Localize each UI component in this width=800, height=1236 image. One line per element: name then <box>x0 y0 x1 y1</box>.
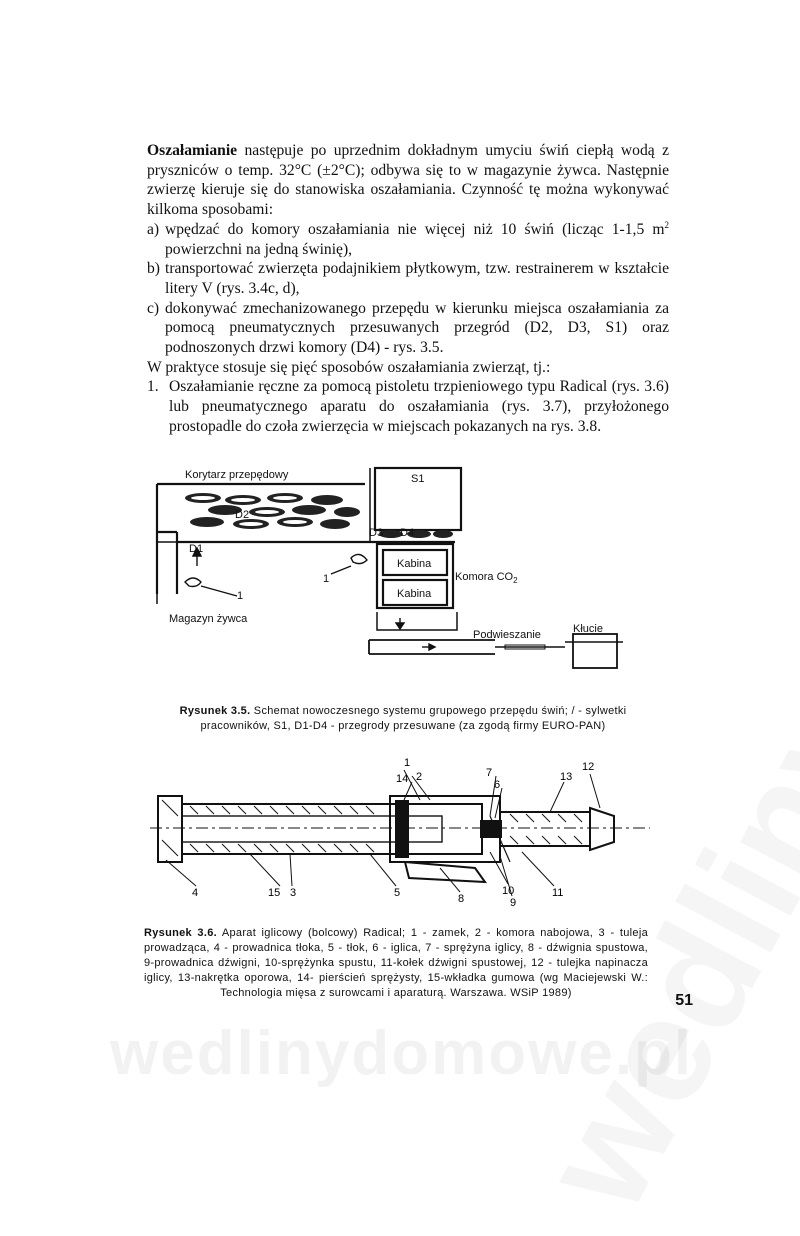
list-text-a <box>165 220 669 259</box>
part-num-15: 15 <box>268 887 281 899</box>
spring-ring <box>395 800 409 858</box>
tensioner-tip <box>590 808 614 850</box>
list-item-b <box>147 259 669 298</box>
list-item-a <box>147 220 669 259</box>
label-komora-sub: 2 <box>513 576 518 585</box>
page-number: 51 <box>675 992 693 1009</box>
list-item-c <box>147 299 669 358</box>
paragraph-methods: W praktyce stosuje się pięć sposobów oszałamiania zwierząt, tj.: <box>147 358 551 376</box>
intro-lead: Oszałamianie <box>147 142 238 159</box>
list-mark-a: a) <box>147 220 160 238</box>
part-num-6: 6 <box>494 779 501 791</box>
paragraph-intro <box>147 141 669 220</box>
label-d2: D2 <box>235 509 250 521</box>
chamber-chute <box>377 612 457 630</box>
firing-pin-block <box>480 820 502 838</box>
figure-3-5-caption-text: Schemat nowoczesnego systemu grupowego przepędu świń; / - sylwetki pracowników, S1, D1-D4 - przegrody przesuwane (za zgodą firmy EURO-PAN) <box>200 705 627 732</box>
figure-3-5-caption-lead: Rysunek 3.5. <box>179 705 251 717</box>
list-text-a-part2: powierzchni na jedną świnię), <box>165 240 353 258</box>
numbered-text-1: Oszałamianie ręczne za pomocą pistoletu trzpieniowego typu Radical (rys. 3.6) lub pneumatycznego aparatu do oszałamiania (rys. 3.7), przyłożonego prostopadle do czoła zwierzęcia w miejscach pokazanych na rys. 3.8. <box>169 378 669 435</box>
part-num-9: 9 <box>510 897 517 906</box>
label-komora-main: Komora CO <box>455 571 514 583</box>
figure-3-6-caption-text: Aparat iglicowy (bolcowy) Radical; 1 - zamek, 2 - komora nabojowa, 3 - tuleja prowadząca, 4 - prowadnica tłoka, 5 - tłok, 6 - iglica, 7 - sprężyna iglicy, 8 - dźwignia spustowa, 9-prowadnica dźwigni, 10-sprężynka spustu, 11-kołek dźwigni spustowej, 12 - tulejka napinacza iglicy, 13-nakrętka oporowa, 14- pierścień sprężysty, 15-wkładka gumowa (wg Maciejewski W.: Technologia mięsa z surowcami i aparaturą. Warszawa. WSiP 1989) <box>144 927 648 999</box>
label-klucie: Kłucie <box>573 623 603 635</box>
label-komora-co2 <box>455 571 518 585</box>
list-text-c: dokonywać zmechanizowanego przepędu w kierunku miejsca oszałamiania za pomocą pneumatycznych przesuwanych przegród (D2, D3, S1) oraz podnoszonych drzwi komory (D4) - rys. 3.5. <box>165 299 669 357</box>
part-num-7: 7 <box>486 767 493 779</box>
label-magazyn: Magazyn żywca <box>169 613 248 625</box>
body-text <box>147 141 669 437</box>
intro-rest: następuje po uprzednim dokładnym umyciu świń ciepłą wodą z pryszniców o temp. 32°C (±2°C); odbywa się to w magazynie żywca. Następnie zwierzę kieruje się do stanowiska oszałamiania. Czynność tę można wykonywać kilkoma sposobami: <box>147 142 669 219</box>
label-d3: D3 <box>369 527 384 539</box>
list-mark-c: c) <box>147 299 160 317</box>
numbered-item-1 <box>147 377 669 436</box>
label-s1: S1 <box>411 473 425 485</box>
label-worker-1b: 1 <box>323 573 330 585</box>
label-d4: D4 <box>400 527 415 539</box>
part-num-4: 4 <box>192 887 199 899</box>
figure-3-6-diagram <box>150 756 650 906</box>
piston-guide-left <box>158 796 182 862</box>
part-num-11: 11 <box>552 887 564 899</box>
label-worker-1a: 1 <box>237 590 244 602</box>
list-text-a-part1: wpędzać do komory oszałamiania nie więcej niż 10 świń (licząc 1-1,5 m <box>165 220 665 238</box>
label-podwieszanie: Podwieszanie <box>473 629 541 641</box>
list-mark-b: b) <box>147 260 160 278</box>
bottom-watermark: wedlinydomowe.pl <box>110 1019 694 1088</box>
part-num-12: 12 <box>582 761 595 773</box>
part-num-3: 3 <box>290 887 297 899</box>
list-text-b: transportować zwierzęta podajnikiem płytkowym, tzw. restrainerem w kształcie litery V (rys. 3.4c, d), <box>165 260 669 297</box>
trigger-lever <box>405 862 485 882</box>
figure-3-5-caption <box>164 704 642 734</box>
figure-3-6-caption-lead: Rysunek 3.6. <box>144 927 217 939</box>
figure-3-6-caption <box>144 926 648 1001</box>
label-kabina-top: Kabina <box>397 558 432 570</box>
label-d1: D1 <box>189 543 204 555</box>
klucie-box <box>573 634 617 668</box>
worker-silhouettes <box>185 554 367 596</box>
part-num-2: 2 <box>416 771 423 783</box>
part-num-14: 14 <box>396 773 409 785</box>
part-num-5: 5 <box>394 887 401 899</box>
part-num-1: 1 <box>404 757 411 769</box>
list-text-a-sup: 2 <box>664 219 669 230</box>
numbered-mark-1: 1. <box>147 378 159 396</box>
part-num-10: 10 <box>502 885 515 897</box>
leader-lines <box>166 770 600 896</box>
figure-3-5-diagram <box>155 462 645 694</box>
part-num-13: 13 <box>560 771 573 783</box>
part-num-8: 8 <box>458 893 465 905</box>
label-korytarz: Korytarz przepędowy <box>185 469 289 481</box>
label-kabina-bottom: Kabina <box>397 588 432 600</box>
